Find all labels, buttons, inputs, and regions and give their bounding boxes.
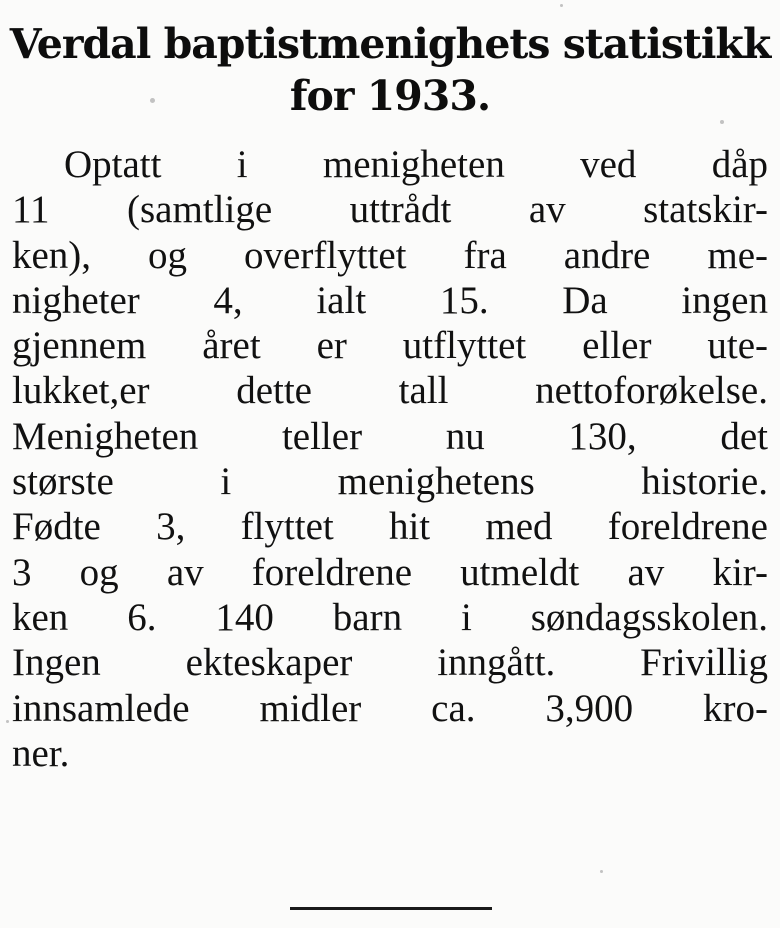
article-line: innsamlede midler ca. 3,900 kro- (12, 686, 768, 730)
article-body (12, 142, 768, 776)
article-title-line-2: for 1933. (289, 72, 491, 120)
print-speck (560, 4, 563, 7)
print-speck (600, 870, 603, 873)
article-title-line-1: Verdal baptistmenighets statistikk (9, 20, 771, 68)
print-speck (150, 98, 155, 103)
article-line: 3 og av foreldrene utmeldt av kir- (12, 550, 768, 594)
article-line: Optatt i menigheten ved dåp (64, 143, 768, 186)
article-title (0, 18, 780, 122)
article-line: nigheter 4, ialt 15. Da ingen (12, 278, 768, 322)
print-speck (720, 120, 724, 124)
article-line: Fødte 3, flyttet hit med foreldrene (12, 505, 768, 549)
article-line: 11 (samtlige uttrådt av statskir- (12, 188, 768, 232)
article-line: ner. (12, 731, 70, 775)
print-speck (6, 720, 9, 723)
article-line: ken), og overflyttet fra andre me- (12, 233, 768, 277)
article-line: ken 6. 140 barn i søndagsskolen. (12, 595, 768, 639)
article-line: Menigheten teller nu 130, det (12, 414, 768, 458)
article-line: gjennem året er utflyttet eller ute- (12, 324, 768, 368)
article-line: lukket,er dette tall nettoforøkelse. (12, 369, 768, 413)
end-rule (290, 907, 492, 910)
article-line: største i menighetens historie. (12, 460, 768, 504)
article-line: Ingen ekteskaper inngått. Frivillig (12, 641, 768, 685)
